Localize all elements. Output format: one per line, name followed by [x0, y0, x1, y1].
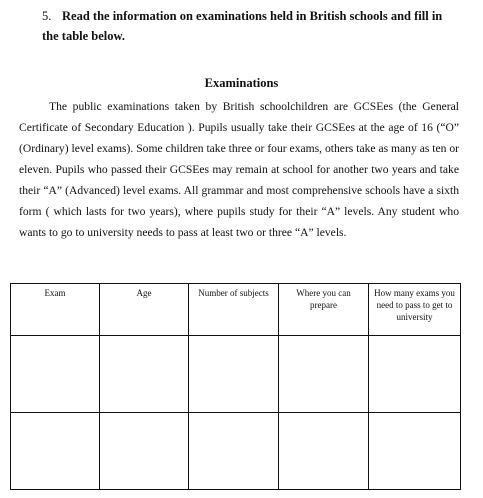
header-exams-needed: How many exams you need to pass to get to university — [369, 284, 461, 336]
answer-cell[interactable] — [189, 336, 279, 413]
table-row — [11, 413, 461, 490]
task-number: 5. — [42, 9, 52, 23]
answer-cell[interactable] — [100, 336, 189, 413]
header-exam: Exam — [11, 284, 100, 336]
table-header-row — [11, 284, 461, 336]
answer-cell[interactable] — [11, 413, 100, 490]
passage-title: Examinations — [204, 76, 279, 90]
answer-cell[interactable] — [100, 413, 189, 490]
answer-table — [10, 283, 461, 490]
table-row — [11, 336, 461, 413]
answer-cell[interactable] — [279, 336, 369, 413]
header-age: Age — [100, 284, 189, 336]
answer-cell[interactable] — [369, 413, 461, 490]
answer-cell[interactable] — [11, 336, 100, 413]
answer-cell[interactable] — [189, 413, 279, 490]
task-instruction: Read the information on examinations held in British schools and fill in the table below. — [42, 9, 443, 43]
answer-cell[interactable] — [369, 336, 461, 413]
task-heading — [42, 6, 462, 46]
answer-cell[interactable] — [279, 413, 369, 490]
header-number-of-subjects: Number of subjects — [189, 284, 279, 336]
header-where-to-prepare: Where you can prepare — [279, 284, 369, 336]
passage-text: The public examinations taken by British schoolchildren are GCSEes (the General Certificate of Secondary Education ). Pupils usually take their GCSEes at the age of 16 (“O” (Ordinary) level exams). Some children take three or four exams, others take as many as ten or eleven. Pupils who passed their GCSEes may remain at school for another two years and take their “A” (Advanced) level exams. All grammar and most comprehensive schools have a sixth form ( which lasts for two years), where pupils study for their “A” levels. Any student who wants to go to university needs to pass at least two or three “A” levels. — [19, 100, 459, 239]
